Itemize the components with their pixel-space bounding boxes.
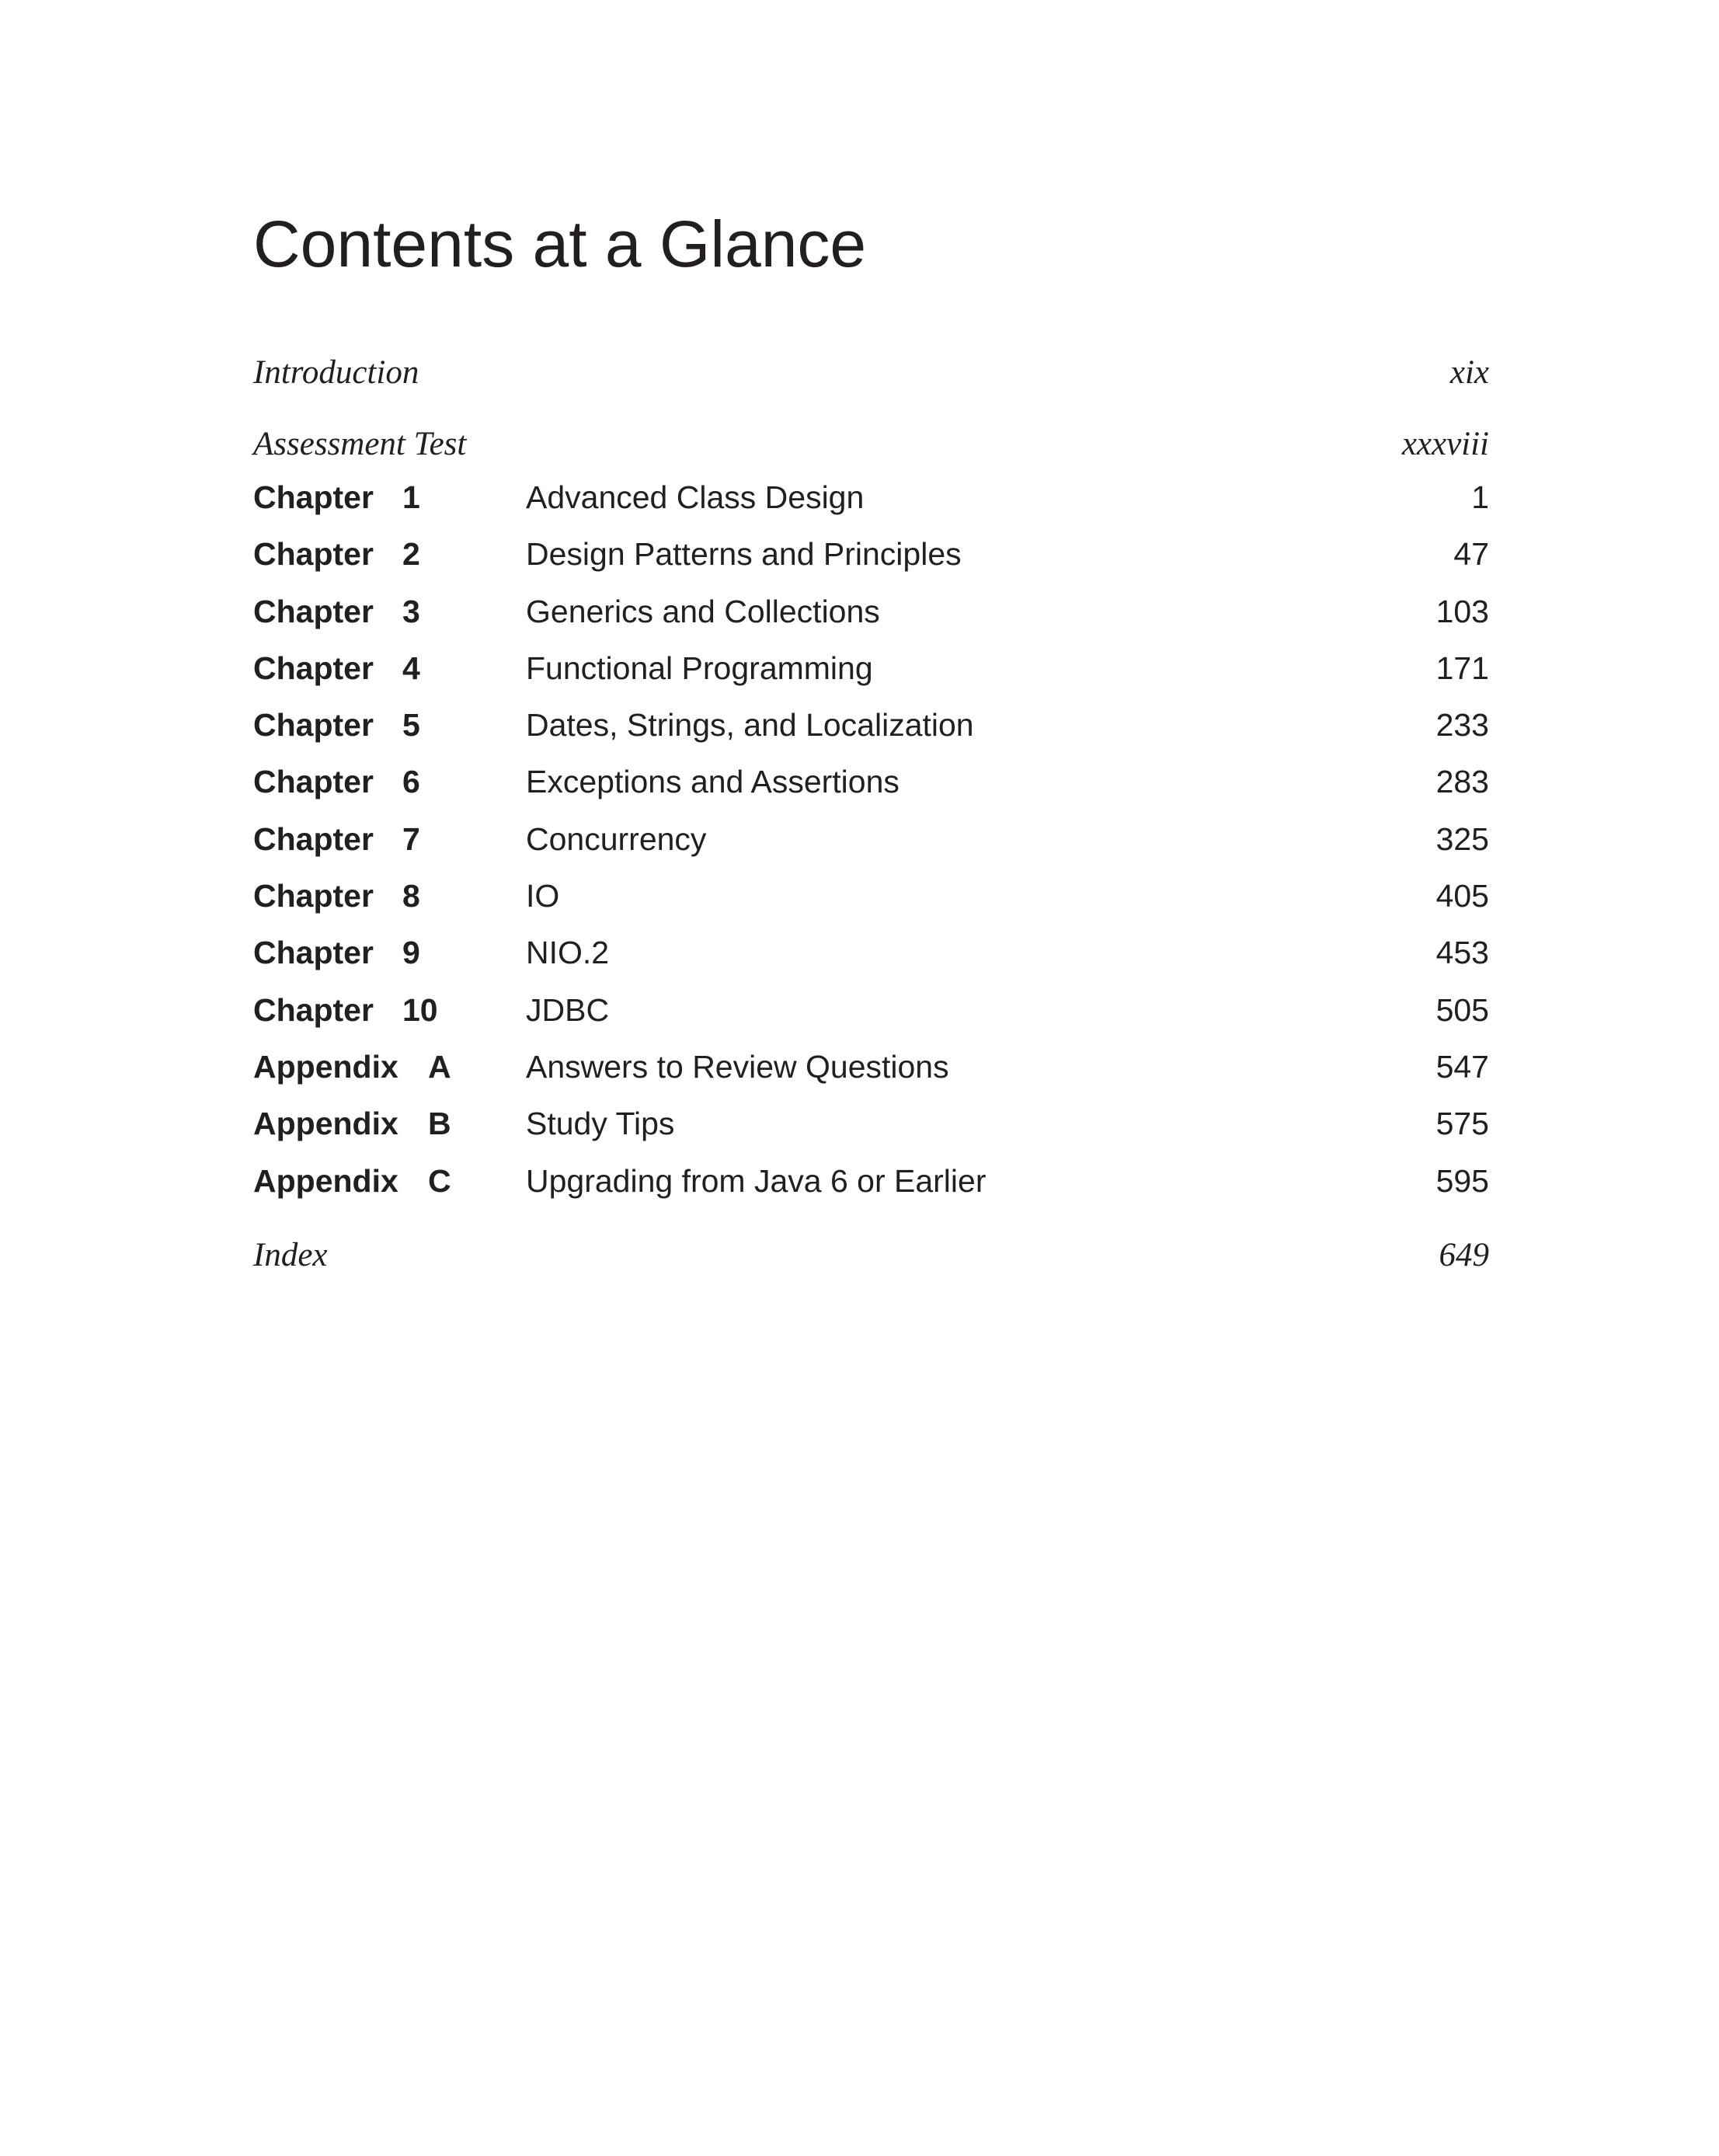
toc-entry-title: Generics and Collections: [526, 593, 880, 629]
toc-entry-title: Advanced Class Design: [526, 479, 865, 515]
toc-entry-title: Study Tips: [526, 1106, 675, 1142]
toc-row-chapter-8[interactable]: [253, 880, 1489, 937]
toc-entry-kind: Appendix: [253, 1162, 398, 1199]
toc-page-number: 325: [1435, 820, 1489, 857]
toc-entry-title: Dates, Strings, and Localization: [526, 707, 974, 744]
toc-page-number: 171: [1435, 650, 1489, 686]
toc-entry-number: 3: [402, 593, 420, 629]
toc-entry-kind: Chapter: [253, 650, 374, 686]
toc-entry-title: Upgrading from Java 6 or Earlier: [526, 1162, 987, 1199]
toc-row-chapter-4[interactable]: [253, 650, 1489, 709]
toc-row-appendix-b[interactable]: [253, 1108, 1489, 1165]
toc-page-number: xxxviii: [1401, 426, 1489, 462]
toc-entry-label: Introduction: [253, 354, 419, 391]
toc-entry-kind: Appendix: [253, 1106, 398, 1142]
toc-row-chapter-5[interactable]: [253, 709, 1489, 766]
toc-page-number: 575: [1435, 1106, 1489, 1142]
toc-page-number: 47: [1453, 536, 1489, 573]
toc-entry-title: JDBC: [526, 991, 610, 1028]
toc-page-number: 595: [1435, 1162, 1489, 1199]
toc-entry-number: 2: [402, 536, 420, 573]
toc-entry-title: Concurrency: [526, 820, 707, 857]
toc-entry-title: Functional Programming: [526, 650, 873, 686]
toc-entry-number: B: [428, 1106, 451, 1142]
toc-entry-title: NIO.2: [526, 935, 610, 971]
toc-row-chapter-10[interactable]: [253, 991, 1489, 1051]
toc-entry-kind: Chapter: [253, 991, 374, 1028]
toc-page-number: 283: [1435, 764, 1489, 800]
toc-entry-number: 7: [402, 820, 420, 857]
toc-entry-number: C: [428, 1162, 451, 1199]
toc-entry-kind: Chapter: [253, 479, 374, 515]
toc-page-number: 405: [1435, 878, 1489, 914]
toc-entry-kind: Chapter: [253, 536, 374, 573]
toc-entry-kind: Chapter: [253, 593, 374, 629]
toc-entry-number: 6: [402, 764, 420, 800]
toc-entry-kind: Chapter: [253, 878, 374, 914]
toc-row-chapter-3[interactable]: [253, 593, 1489, 653]
toc-entry-number: 1: [402, 479, 420, 515]
toc-entry-number: 10: [402, 991, 438, 1028]
toc-entry-number: 4: [402, 650, 420, 686]
toc-entry-label: Index: [253, 1237, 328, 1273]
toc-entry-number: 9: [402, 935, 420, 971]
toc-entry-kind: Chapter: [253, 707, 374, 744]
toc-entry-kind: Chapter: [253, 764, 374, 800]
toc-row-appendix-c[interactable]: [253, 1162, 1489, 1222]
toc-entry-title: IO: [526, 878, 560, 914]
toc-page-number: 453: [1435, 935, 1489, 971]
toc-entry-kind: Appendix: [253, 1048, 398, 1085]
toc-page-number: 1: [1471, 479, 1489, 515]
toc-entry-number: 8: [402, 878, 420, 914]
toc-entry-kind: Chapter: [253, 820, 374, 857]
toc-page-number: xix: [1449, 354, 1489, 391]
toc-chapter-list: [253, 479, 1489, 1222]
toc-entry-label: Assessment Test: [253, 426, 467, 462]
page-title: Contents at a Glance: [253, 207, 867, 280]
toc-entry-title: Exceptions and Assertions: [526, 764, 900, 800]
toc-row-chapter-9[interactable]: [253, 937, 1489, 994]
toc-page-number: 547: [1435, 1048, 1489, 1085]
toc-entry-title: Design Patterns and Principles: [526, 536, 962, 573]
toc-page-number: 649: [1439, 1237, 1489, 1273]
toc-row-chapter-2[interactable]: [253, 538, 1489, 595]
toc-page-number: 233: [1435, 707, 1489, 744]
toc-row-chapter-7[interactable]: [253, 820, 1489, 880]
toc-entry-number: 5: [402, 707, 420, 744]
toc-page-number: 103: [1435, 593, 1489, 629]
toc-entry-title: Answers to Review Questions: [526, 1048, 949, 1085]
toc-entry-kind: Chapter: [253, 935, 374, 971]
toc-row-chapter-6[interactable]: [253, 766, 1489, 823]
toc-entry-number: A: [428, 1048, 451, 1085]
toc-page-number: 505: [1435, 991, 1489, 1028]
toc-row-appendix-a[interactable]: [253, 1048, 1489, 1108]
toc-row-chapter-1[interactable]: [253, 479, 1489, 538]
